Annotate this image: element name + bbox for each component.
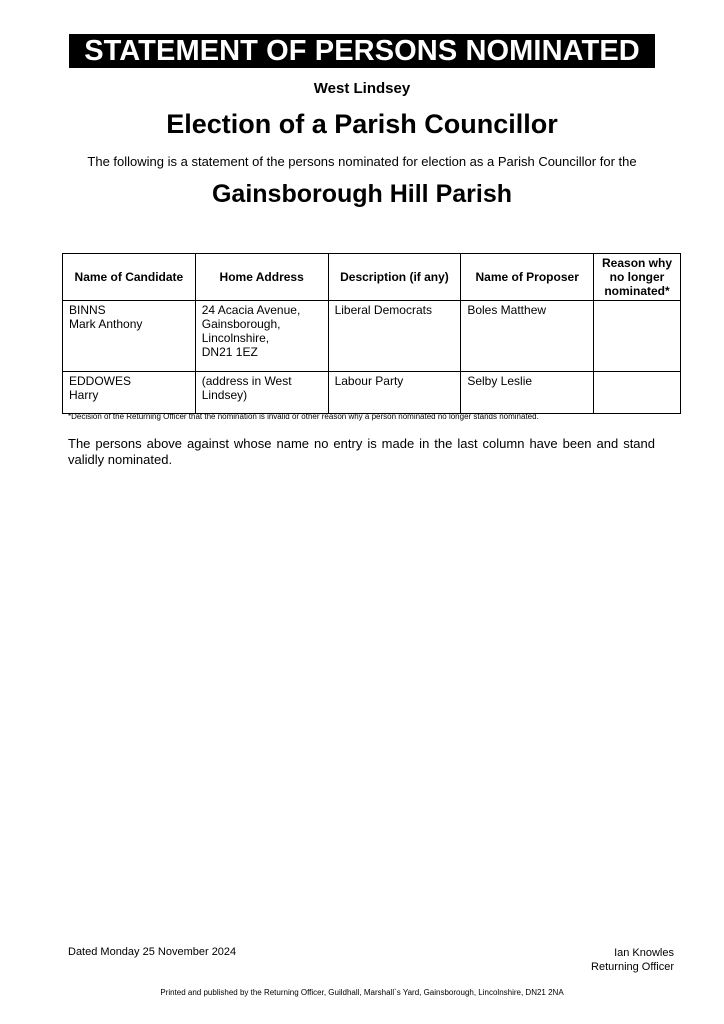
- officer-title: Returning Officer: [591, 961, 674, 973]
- table-footnote: *Decision of the Returning Officer that the nomination is invalid or other reason why a person nominated no longer stands nominated.: [68, 412, 539, 421]
- date-line: Dated Monday 25 November 2024: [68, 946, 237, 958]
- nominations-table: [62, 253, 681, 414]
- election-title: Election of a Parish Councillor: [166, 109, 558, 139]
- header-candidate: Name of Candidate: [63, 254, 196, 301]
- address-line: Lindsey): [201, 388, 248, 402]
- statement-banner: STATEMENT OF PERSONS NOMINATED: [69, 34, 655, 68]
- header-proposer: Name of Proposer: [461, 254, 594, 301]
- candidate-forenames: Harry: [69, 388, 99, 402]
- validity-statement: The persons above against whose name no entry is made in the last column have been and stand validly nominated.: [68, 436, 655, 467]
- address-line: Gainsborough,: [201, 317, 281, 331]
- table-header-row: [63, 254, 681, 301]
- candidate-name-cell: [63, 301, 196, 372]
- address-line: (address in West: [201, 374, 292, 388]
- header-reason: Reason why no longer nominated*: [594, 254, 681, 301]
- proposer-cell: Selby Leslie: [461, 372, 594, 414]
- candidate-surname: BINNS: [69, 303, 106, 317]
- reason-cell: [594, 372, 681, 414]
- candidate-forenames: Mark Anthony: [69, 317, 143, 331]
- officer-name: Ian Knowles: [614, 947, 674, 959]
- banner-container: [0, 34, 724, 68]
- candidate-name-cell: [63, 372, 196, 414]
- reason-cell: [594, 301, 681, 372]
- imprint-line: Printed and published by the Returning Officer, Guildhall, Marshall`s Yard, Gainsborough, Lincolnshire, DN21 2NA: [160, 988, 564, 997]
- description-cell: Liberal Democrats: [328, 301, 461, 372]
- proposer-cell: Boles Matthew: [461, 301, 594, 372]
- council-name: West Lindsey: [313, 80, 411, 97]
- address-line: DN21 1EZ: [201, 345, 258, 359]
- parish-name: Gainsborough Hill Parish: [211, 180, 513, 208]
- address-line: 24 Acacia Avenue,: [201, 303, 301, 317]
- address-line: Lincolnshire,: [201, 331, 270, 345]
- table-row: [63, 301, 681, 372]
- candidate-surname: EDDOWES: [69, 374, 132, 388]
- table-row: [63, 372, 681, 414]
- intro-text: The following is a statement of the persons nominated for election as a Parish Councillor for the: [87, 154, 637, 169]
- header-description: Description (if any): [328, 254, 461, 301]
- header-address: Home Address: [195, 254, 328, 301]
- returning-officer-block: [591, 946, 674, 974]
- home-address-cell: [195, 372, 328, 414]
- description-cell: Labour Party: [328, 372, 461, 414]
- home-address-cell: [195, 301, 328, 372]
